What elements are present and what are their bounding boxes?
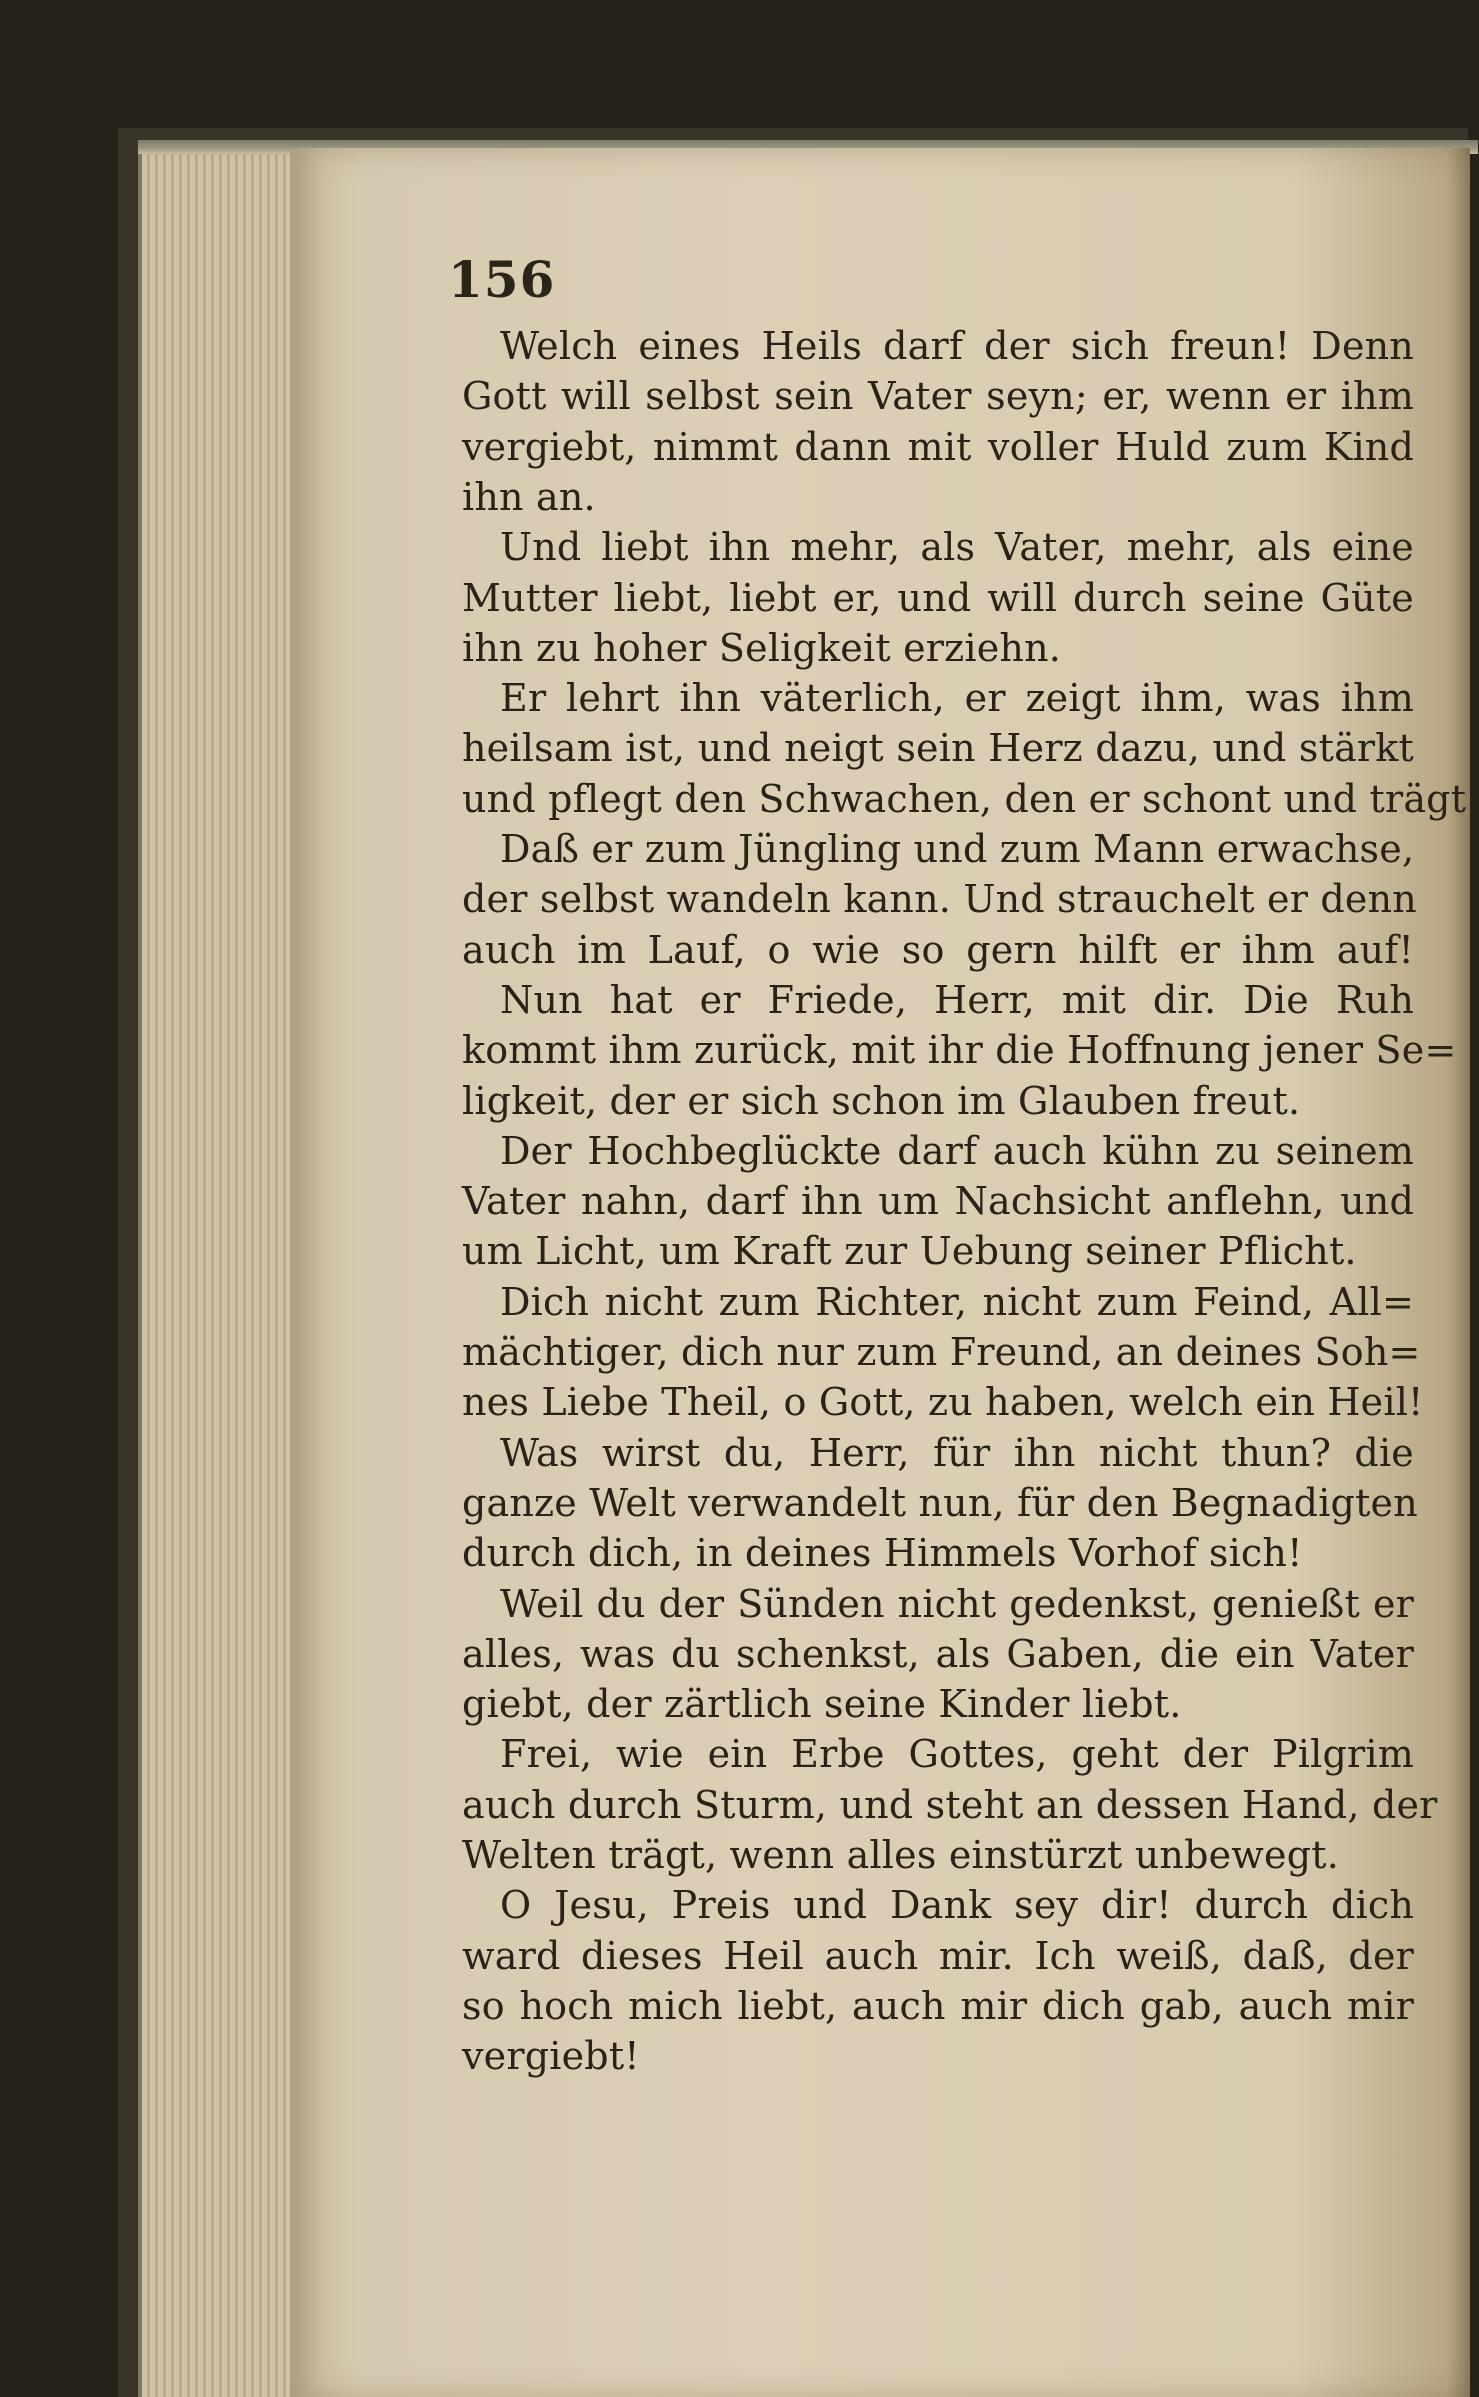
text-line: nes Liebe Theil, o Gott, zu haben, welch ein Heil! <box>462 1380 1424 1424</box>
text-line: O Jesu, Preis und Dank sey dir! durch dich <box>500 1883 1414 1927</box>
text-line: Er lehrt ihn väterlich, er zeigt ihm, was ihm <box>500 676 1414 720</box>
text-line: Welten trägt, wenn alles einstürzt unbewegt. <box>462 1833 1339 1877</box>
text-line: heilsam ist, und neigt sein Herz dazu, und stärkt <box>462 726 1414 770</box>
text-line: Was wirst du, Herr, für ihn nicht thun? die <box>500 1431 1414 1475</box>
text-line: und pflegt den Schwachen, den er schont und trägt. <box>462 777 1479 821</box>
text-line: vergiebt, nimmt dann mit voller Huld zum Kind <box>462 425 1414 469</box>
text-line: Vater nahn, darf ihn um Nachsicht anflehn, und <box>462 1179 1414 1223</box>
text-line: auch durch Sturm, und steht an dessen Hand, der <box>462 1783 1438 1827</box>
text-line: alles, was du schenkst, als Gaben, die ein Vater <box>462 1632 1414 1676</box>
text-line: um Licht, um Kraft zur Uebung seiner Pflicht. <box>462 1229 1357 1273</box>
text-line: so hoch mich liebt, auch mir dich gab, auch mir <box>462 1984 1414 2028</box>
page-edges <box>138 150 292 2397</box>
text-line: Und liebt ihn mehr, als Vater, mehr, als eine <box>500 525 1414 569</box>
text-line: kommt ihm zurück, mit ihr die Hoffnung jener Se= <box>462 1028 1457 1072</box>
text-line: mächtiger, dich nur zum Freund, an deines Soh= <box>462 1330 1421 1374</box>
text-line: giebt, der zärtlich seine Kinder liebt. <box>462 1682 1182 1726</box>
text-line: Daß er zum Jüngling und zum Mann erwachse, <box>500 827 1415 871</box>
text-line: ligkeit, der er sich schon im Glauben freut. <box>462 1079 1301 1123</box>
text-line: ganze Welt verwandelt nun, für den Begnadigten <box>462 1481 1418 1525</box>
text-line: Dich nicht zum Richter, nicht zum Feind, All= <box>500 1280 1414 1324</box>
text-line: ihn zu hoher Seligkeit erziehn. <box>462 626 1062 670</box>
text-line: Welch eines Heils darf der sich freun! Denn <box>500 324 1414 368</box>
text-line: vergiebt! <box>462 2034 640 2078</box>
text-line: ihn an. <box>462 475 596 519</box>
text-line: Frei, wie ein Erbe Gottes, geht der Pilgrim <box>500 1732 1414 1776</box>
text-line: Gott will selbst sein Vater seyn; er, wenn er ihm <box>462 374 1414 418</box>
text-line: Mutter liebt, liebt er, und will durch seine Güte <box>462 576 1414 620</box>
text-line: Nun hat er Friede, Herr, mit dir. Die Ruh <box>500 978 1414 1022</box>
text-line: ward dieses Heil auch mir. Ich weiß, daß, der <box>462 1934 1414 1978</box>
text-line: Weil du der Sünden nicht gedenkst, genießt er <box>500 1582 1414 1626</box>
text-line: Der Hochbeglückte darf auch kühn zu seinem <box>500 1129 1414 1173</box>
text-line: der selbst wandeln kann. Und strauchelt er denn <box>462 877 1417 921</box>
text-line: auch im Lauf, o wie so gern hilft er ihm auf! <box>462 928 1414 972</box>
page-number: 156 <box>448 250 556 309</box>
text-line: durch dich, in deines Himmels Vorhof sich! <box>462 1531 1303 1575</box>
